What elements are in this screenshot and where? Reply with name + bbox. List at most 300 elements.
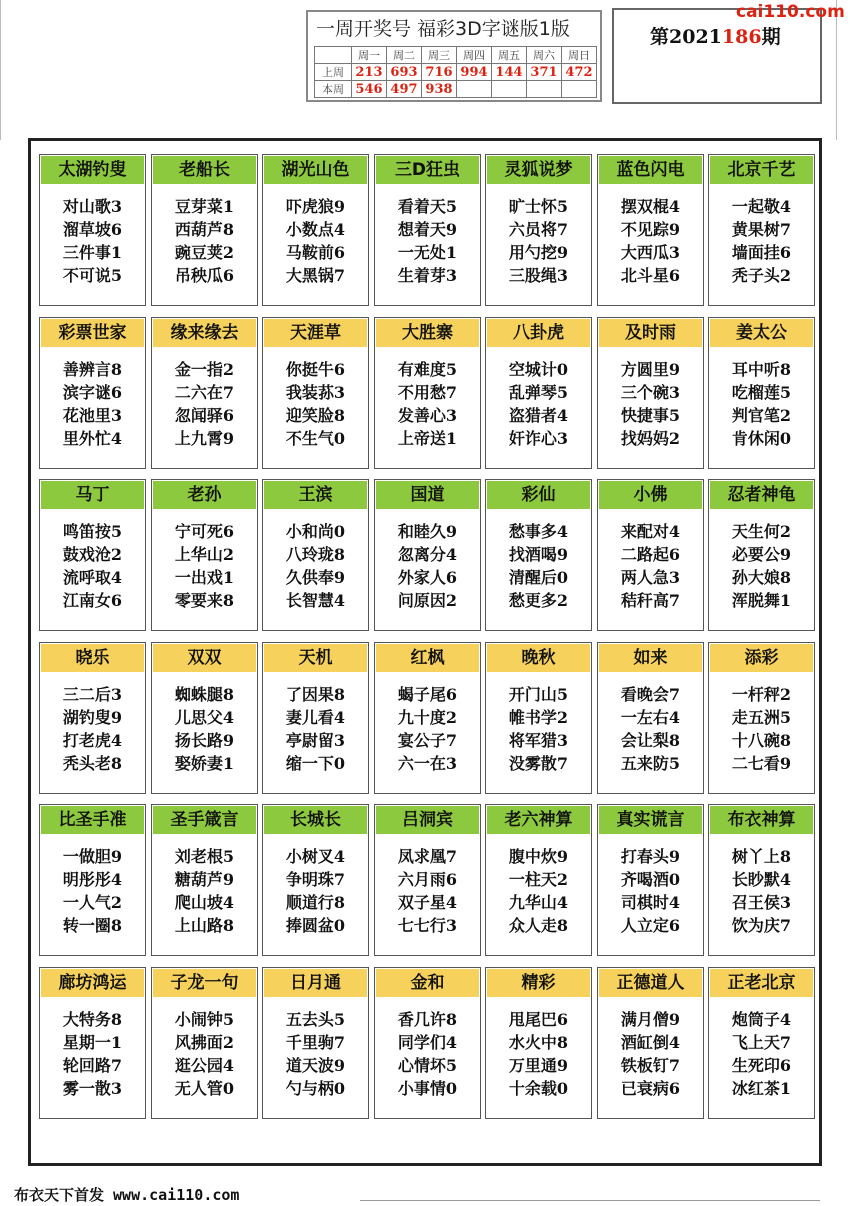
riddle-card	[39, 479, 146, 631]
riddle-line: 找酒喝9	[508, 545, 569, 564]
riddle-line: 将军猎3	[508, 731, 569, 750]
row-label: 本周	[315, 81, 352, 98]
left-edge-line	[0, 0, 1, 140]
riddle-line: 星期一1	[62, 1033, 123, 1052]
riddle-card	[262, 479, 369, 631]
riddle-lines	[709, 358, 814, 450]
riddle-card	[151, 479, 258, 631]
riddle-card	[485, 317, 592, 469]
riddle-line: 开门山5	[508, 685, 569, 704]
riddle-line: 同学们4	[397, 1033, 458, 1052]
riddle-line: 心情坏5	[397, 1056, 458, 1075]
riddle-line: 明彤彤4	[62, 870, 123, 889]
riddle-line: 五去头5	[285, 1010, 346, 1029]
card-title: 正老北京	[710, 969, 813, 997]
riddle-line: 六月雨6	[397, 870, 458, 889]
day-header: 周三	[422, 47, 457, 64]
riddle-line: 盗猎者4	[508, 406, 569, 425]
riddle-line: 零要来8	[174, 591, 235, 610]
draw-number: 938	[422, 81, 457, 98]
riddle-line: 奸诈心3	[508, 429, 569, 448]
riddle-lines	[486, 520, 591, 612]
day-header: 周一	[352, 47, 387, 64]
riddle-card	[485, 154, 592, 306]
card-title: 如来	[599, 644, 702, 672]
riddle-lines	[40, 195, 145, 287]
riddle-line: 宴公子7	[397, 731, 458, 750]
draw-number: 497	[387, 81, 422, 98]
card-title: 及时雨	[599, 319, 702, 347]
riddle-line: 逛公园4	[174, 1056, 235, 1075]
riddle-card	[597, 642, 704, 794]
riddle-line: 空城计0	[508, 360, 569, 379]
footer-credit: 布衣天下首发 www.cai110.com	[14, 1186, 240, 1204]
riddle-card	[597, 154, 704, 306]
draw-number: 693	[387, 64, 422, 81]
riddle-line: 湖钓叟9	[62, 708, 123, 727]
riddle-line: 豆芽菜1	[174, 197, 235, 216]
riddle-line: 酒缸倒4	[620, 1033, 681, 1052]
riddle-lines	[375, 195, 480, 287]
footer-divider	[360, 1200, 820, 1201]
card-title: 长城长	[264, 806, 367, 834]
riddle-line: 一柱天2	[508, 870, 569, 889]
riddle-line: 生着芽3	[397, 266, 458, 285]
riddle-line: 大黑锅7	[285, 266, 346, 285]
card-title: 晚秋	[487, 644, 590, 672]
riddle-line: 糖葫芦9	[174, 870, 235, 889]
card-title: 比圣手准	[41, 806, 144, 834]
riddle-card	[485, 479, 592, 631]
riddle-card	[39, 317, 146, 469]
riddle-line: 满月僧9	[620, 1010, 681, 1029]
corner-cell	[315, 47, 352, 64]
riddle-line: 小事情0	[397, 1079, 458, 1098]
card-title: 三D狂虫	[376, 156, 479, 184]
card-title: 正德道人	[599, 969, 702, 997]
card-title: 子龙一句	[153, 969, 256, 997]
card-title: 八卦虎	[487, 319, 590, 347]
riddle-line: 判官笔2	[731, 406, 792, 425]
riddle-line: 迎笑脸8	[285, 406, 346, 425]
riddle-line: 鸣笛按5	[62, 522, 123, 541]
riddle-line: 顺道行8	[285, 893, 346, 912]
riddle-line: 上帝送1	[397, 429, 458, 448]
riddle-line: 秃子头2	[731, 266, 792, 285]
riddle-card	[374, 967, 481, 1119]
riddle-line: 忽离分4	[397, 545, 458, 564]
riddle-line: 找妈妈2	[620, 429, 681, 448]
riddle-line: 肯休闲0	[731, 429, 792, 448]
riddle-lines	[152, 520, 257, 612]
riddle-line: 宁可死6	[174, 522, 235, 541]
riddle-line: 人立定6	[620, 916, 681, 935]
riddle-lines	[263, 1008, 368, 1100]
card-title: 老六神算	[487, 806, 590, 834]
riddle-line: 饮为庆7	[731, 916, 792, 935]
riddle-line: 久供奉9	[285, 568, 346, 587]
riddle-line: 吓虎狼9	[285, 197, 346, 216]
riddle-card	[374, 479, 481, 631]
riddle-card	[374, 804, 481, 956]
riddle-line: 二六在7	[174, 383, 235, 402]
riddle-lines	[709, 845, 814, 937]
riddle-line: 豌豆荚2	[174, 243, 235, 262]
day-header: 周五	[492, 47, 527, 64]
card-title: 金和	[376, 969, 479, 997]
riddle-lines	[598, 195, 703, 287]
riddle-card	[597, 967, 704, 1119]
riddle-lines	[152, 1008, 257, 1100]
card-title: 忍者神龟	[710, 481, 813, 509]
card-title: 精彩	[487, 969, 590, 997]
draw-number: 213	[352, 64, 387, 81]
riddle-line: 花池里3	[62, 406, 123, 425]
riddle-line: 会让梨8	[620, 731, 681, 750]
riddle-line: 愁事多4	[508, 522, 569, 541]
riddle-lines	[375, 1008, 480, 1100]
card-title: 红枫	[376, 644, 479, 672]
riddle-line: 雾一散3	[62, 1079, 123, 1098]
card-title: 双双	[153, 644, 256, 672]
riddle-lines	[40, 683, 145, 775]
riddle-line: 外家人6	[397, 568, 458, 587]
riddle-lines	[40, 520, 145, 612]
riddle-line: 打老虎4	[62, 731, 123, 750]
riddle-line: 缩一下0	[285, 754, 346, 773]
card-title: 晓乐	[41, 644, 144, 672]
riddle-line: 清醒后0	[508, 568, 569, 587]
riddle-card	[39, 804, 146, 956]
card-title: 彩票世家	[41, 319, 144, 347]
riddle-card	[151, 154, 258, 306]
riddle-lines	[375, 683, 480, 775]
riddle-line: 里外忙4	[62, 429, 123, 448]
riddle-grid-frame	[28, 138, 822, 1166]
riddle-card	[151, 317, 258, 469]
riddle-line: 二路起6	[620, 545, 681, 564]
card-title: 姜太公	[710, 319, 813, 347]
card-title: 大胜寨	[376, 319, 479, 347]
riddle-line: 浑脱舞1	[731, 591, 792, 610]
card-title: 廊坊鸿运	[41, 969, 144, 997]
riddle-line: 西葫芦8	[174, 220, 235, 239]
riddle-line: 一做胆9	[62, 847, 123, 866]
riddle-card	[151, 804, 258, 956]
riddle-line: 溜草坡6	[62, 220, 123, 239]
site-logo[interactable]: cai110.com	[736, 2, 845, 22]
riddle-line: 帷书学2	[508, 708, 569, 727]
riddle-line: 铁板钉7	[620, 1056, 681, 1075]
riddle-line: 有难度5	[397, 360, 458, 379]
riddle-lines	[263, 683, 368, 775]
issue-prefix: 第2021	[650, 26, 722, 48]
riddle-line: 一出戏1	[174, 568, 235, 587]
card-title: 国道	[376, 481, 479, 509]
riddle-line: 已衰病6	[620, 1079, 681, 1098]
riddle-line: 万里通9	[508, 1056, 569, 1075]
card-title: 湖光山色	[264, 156, 367, 184]
riddle-lines	[263, 358, 368, 450]
riddle-line: 无人管0	[174, 1079, 235, 1098]
riddle-line: 善辨言8	[62, 360, 123, 379]
riddle-line: 摆双棍4	[620, 197, 681, 216]
riddle-lines	[486, 1008, 591, 1100]
riddle-card	[262, 967, 369, 1119]
riddle-line: 问原因2	[397, 591, 458, 610]
card-title: 老孙	[153, 481, 256, 509]
weekly-draw-table	[314, 46, 597, 98]
riddle-card	[597, 804, 704, 956]
riddle-line: 乱弹琴5	[508, 383, 569, 402]
card-title: 老船长	[153, 156, 256, 184]
riddle-card	[485, 804, 592, 956]
riddle-lines	[375, 845, 480, 937]
riddle-line: 腹中炊9	[508, 847, 569, 866]
riddle-line: 冰红茶1	[731, 1079, 792, 1098]
riddle-line: 六员将7	[508, 220, 569, 239]
riddle-line: 不用愁7	[397, 383, 458, 402]
riddle-card	[262, 804, 369, 956]
issue-panel	[612, 8, 822, 104]
riddle-lines	[598, 683, 703, 775]
riddle-line: 快捷事5	[620, 406, 681, 425]
riddle-line: 天生何2	[731, 522, 792, 541]
riddle-lines	[486, 358, 591, 450]
riddle-line: 三个碗3	[620, 383, 681, 402]
card-title: 灵狐说梦	[487, 156, 590, 184]
riddle-line: 刘老根5	[174, 847, 235, 866]
riddle-line: 八玲珑8	[285, 545, 346, 564]
riddle-card	[374, 154, 481, 306]
riddle-line: 打春头9	[620, 847, 681, 866]
riddle-line: 千里驹7	[285, 1033, 346, 1052]
riddle-lines	[375, 520, 480, 612]
riddle-lines	[709, 1008, 814, 1100]
riddle-line: 鼓戏沧2	[62, 545, 123, 564]
draw-number	[562, 81, 597, 98]
riddle-line: 了因果8	[285, 685, 346, 704]
riddle-lines	[152, 845, 257, 937]
riddle-line: 上华山2	[174, 545, 235, 564]
riddle-line: 一杆秤2	[731, 685, 792, 704]
riddle-card	[597, 317, 704, 469]
card-title: 圣手箴言	[153, 806, 256, 834]
card-title: 日月通	[264, 969, 367, 997]
riddle-line: 一人气2	[62, 893, 123, 912]
riddle-line: 上九霄9	[174, 429, 235, 448]
card-title: 天涯草	[264, 319, 367, 347]
riddle-line: 金一指2	[174, 360, 235, 379]
draw-number	[492, 81, 527, 98]
riddle-lines	[152, 195, 257, 287]
draw-number: 994	[457, 64, 492, 81]
riddle-line: 看晚会7	[620, 685, 681, 704]
card-title: 小佛	[599, 481, 702, 509]
riddle-line: 双子星4	[397, 893, 458, 912]
riddle-line: 想着天9	[397, 220, 458, 239]
last-week-row	[315, 64, 597, 81]
draw-number	[457, 81, 492, 98]
riddle-line: 一左右4	[620, 708, 681, 727]
riddle-line: 扬长路9	[174, 731, 235, 750]
day-header: 周四	[457, 47, 492, 64]
riddle-lines	[598, 845, 703, 937]
riddle-line: 娶娇妻1	[174, 754, 235, 773]
riddle-line: 小闹钟5	[174, 1010, 235, 1029]
riddle-line: 众人走8	[508, 916, 569, 935]
card-title: 真实谎言	[599, 806, 702, 834]
riddle-lines	[486, 683, 591, 775]
riddle-line: 炮筒子4	[731, 1010, 792, 1029]
issue-id: 186	[721, 26, 762, 48]
riddle-lines	[709, 520, 814, 612]
riddle-line: 勺与柄0	[285, 1079, 346, 1098]
draw-number: 371	[527, 64, 562, 81]
card-title: 吕洞宾	[376, 806, 479, 834]
riddle-line: 爬山坡4	[174, 893, 235, 912]
riddle-line: 一起敬4	[731, 197, 792, 216]
riddle-line: 甩尾巴6	[508, 1010, 569, 1029]
issue-suffix: 期	[761, 26, 781, 48]
riddle-line: 必要公9	[731, 545, 792, 564]
card-title: 添彩	[710, 644, 813, 672]
riddle-lines	[263, 845, 368, 937]
riddle-line: 不生气0	[285, 429, 346, 448]
riddle-line: 吃榴莲5	[731, 383, 792, 402]
riddle-lines	[263, 520, 368, 612]
riddle-line: 不可说5	[62, 266, 123, 285]
riddle-line: 黄果树7	[731, 220, 792, 239]
riddle-line: 用勺挖9	[508, 243, 569, 262]
draw-number: 472	[562, 64, 597, 81]
riddle-card	[374, 642, 481, 794]
riddle-line: 长智慧4	[285, 591, 346, 610]
riddle-line: 十八碗8	[731, 731, 792, 750]
riddle-line: 两人急3	[620, 568, 681, 587]
riddle-line: 妻儿看4	[285, 708, 346, 727]
riddle-card	[374, 317, 481, 469]
riddle-line: 走五洲5	[731, 708, 792, 727]
this-week-row	[315, 81, 597, 98]
riddle-line: 忽闻驿6	[174, 406, 235, 425]
riddle-card	[151, 967, 258, 1119]
riddle-lines	[375, 358, 480, 450]
riddle-lines	[40, 845, 145, 937]
riddle-line: 上山路8	[174, 916, 235, 935]
riddle-line: 三股绳3	[508, 266, 569, 285]
riddle-line: 你挺牛6	[285, 360, 346, 379]
draw-number	[527, 81, 562, 98]
riddle-lines	[709, 195, 814, 287]
riddle-line: 愁更多2	[508, 591, 569, 610]
riddle-line: 小数点4	[285, 220, 346, 239]
riddle-line: 三件事1	[62, 243, 123, 262]
riddle-line: 儿思父4	[174, 708, 235, 727]
riddle-lines	[152, 683, 257, 775]
riddle-line: 滨字谜6	[62, 383, 123, 402]
card-title: 缘来缘去	[153, 319, 256, 347]
riddle-lines	[152, 358, 257, 450]
draw-number: 546	[352, 81, 387, 98]
riddle-card	[708, 154, 815, 306]
riddle-line: 看着天5	[397, 197, 458, 216]
riddle-lines	[486, 845, 591, 937]
riddle-line: 三二后3	[62, 685, 123, 704]
riddle-line: 大特务8	[62, 1010, 123, 1029]
card-title: 蓝色闪电	[599, 156, 702, 184]
riddle-line: 长眇默4	[731, 870, 792, 889]
riddle-line: 轮回路7	[62, 1056, 123, 1075]
riddle-card	[485, 642, 592, 794]
riddle-line: 司棋时4	[620, 893, 681, 912]
riddle-line: 来配对4	[620, 522, 681, 541]
panel-title: 一周开奖号 福彩3D字谜版1版	[316, 18, 570, 40]
riddle-card	[597, 479, 704, 631]
riddle-line: 江南女6	[62, 591, 123, 610]
riddle-line: 方圆里9	[620, 360, 681, 379]
riddle-line: 转一圈8	[62, 916, 123, 935]
card-title: 彩仙	[487, 481, 590, 509]
riddle-lines	[263, 195, 368, 287]
riddle-line: 九华山4	[508, 893, 569, 912]
riddle-line: 道天波9	[285, 1056, 346, 1075]
riddle-line: 飞上天7	[731, 1033, 792, 1052]
card-title: 天机	[264, 644, 367, 672]
riddle-line: 大西瓜3	[620, 243, 681, 262]
riddle-line: 蝎子尾6	[397, 685, 458, 704]
riddle-line: 捧圆盆0	[285, 916, 346, 935]
riddle-line: 十余载0	[508, 1079, 569, 1098]
riddle-line: 对山歌3	[62, 197, 123, 216]
riddle-line: 亭尉留3	[285, 731, 346, 750]
day-header: 周六	[527, 47, 562, 64]
riddle-card	[708, 317, 815, 469]
card-title: 王滨	[264, 481, 367, 509]
draw-number: 716	[422, 64, 457, 81]
riddle-line: 耳中听8	[731, 360, 792, 379]
riddle-line: 发善心3	[397, 406, 458, 425]
riddle-line: 墙面挂6	[731, 243, 792, 262]
riddle-line: 小和尚0	[285, 522, 346, 541]
riddle-line: 蜘蛛腿8	[174, 685, 235, 704]
riddle-line: 树丫上8	[731, 847, 792, 866]
riddle-card	[485, 967, 592, 1119]
riddle-lines	[486, 195, 591, 287]
riddle-card	[262, 642, 369, 794]
riddle-lines	[709, 683, 814, 775]
riddle-line: 北斗星6	[620, 266, 681, 285]
riddle-lines	[40, 1008, 145, 1100]
riddle-line: 五来防5	[620, 754, 681, 773]
weekly-draw-panel	[306, 10, 602, 102]
riddle-line: 流呼取4	[62, 568, 123, 587]
riddle-lines	[598, 358, 703, 450]
riddle-card	[39, 642, 146, 794]
riddle-line: 七七行3	[397, 916, 458, 935]
riddle-line: 齐喝酒0	[620, 870, 681, 889]
riddle-line: 凤求凰7	[397, 847, 458, 866]
riddle-card	[708, 642, 815, 794]
riddle-line: 争明珠7	[285, 870, 346, 889]
riddle-lines	[598, 520, 703, 612]
card-title: 马丁	[41, 481, 144, 509]
card-title: 太湖钓叟	[41, 156, 144, 184]
riddle-lines	[40, 358, 145, 450]
riddle-line: 马鞍前6	[285, 243, 346, 262]
riddle-line: 小树叉4	[285, 847, 346, 866]
draw-number: 144	[492, 64, 527, 81]
